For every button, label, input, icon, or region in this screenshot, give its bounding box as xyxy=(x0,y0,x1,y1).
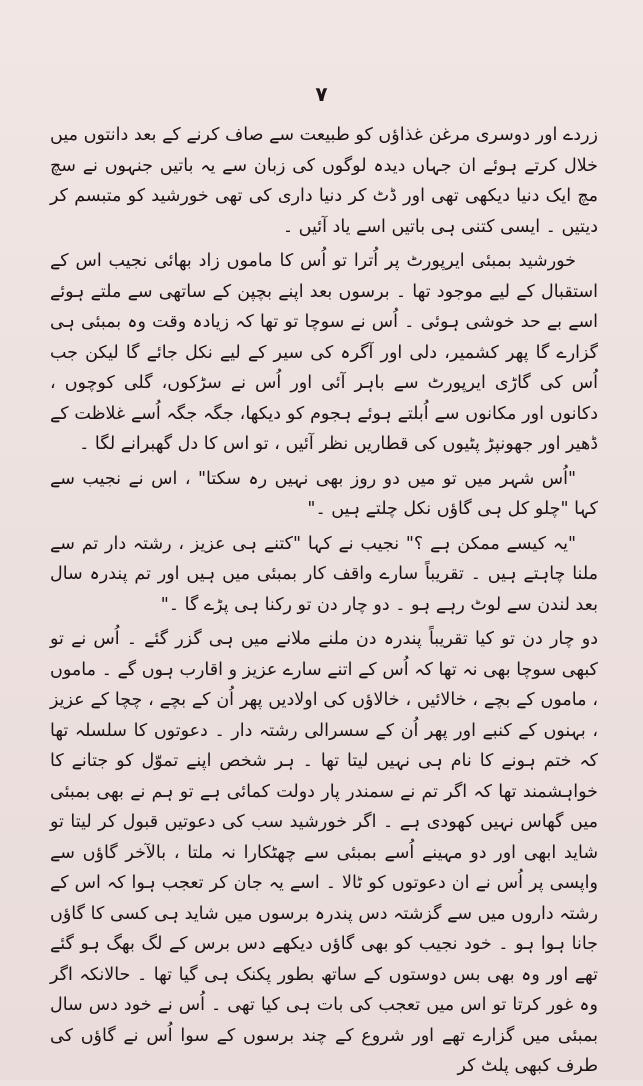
paragraph: دو چار دن تو کیا تقریباً پندرہ دن ملنے ملانے میں ہی گزر گئے ۔ اُس نے تو کبھی سوچا بھی نہ تھا کہ اُس کے اتنے سارے عزیز و اقارب ہوں گے ۔ ماموں ، ماموں کے بچے ، خالائیں ، خالاؤں کی اولادیں پھر اُن کے بچے ، چچا کے عزیز ، بہنوں کے کنبے اور پھر اُن کے سسرالی رشتہ دار ۔ دعوتوں کا سلسلہ تھا کہ ختم ہونے کا نام ہی نہیں لیتا تھا ۔ ہر شخص اپنے تموّل کو جتانے کا خواہشمند تھا کہ اگر تم نے سمندر پار دولت کمائی ہے تو ہم نے بھی بمبئی میں گھاس نہیں کھودی ہے ۔ اگر خورشید سب کی دعوتیں قبول کر لیتا تو شاید ابھی اور دو مہینے اُسے بمبئی سے چھٹکارا نہ ملتا ، بالآخر گاؤں سے واپسی پر اُس نے ان دعوتوں کو ٹالا ۔ اسے یہ جان کر تعجب ہوا کہ اس کے رشتہ داروں میں سے گزشتہ دس پندرہ برسوں میں شاید ہی کسی کا گاؤں جانا ہوا ہو ۔ خود نجیب کو بھی گاؤں دیکھے دس برس کے لگ بھگ ہو گئے تھے اور وہ بھی بس دوستوں کے ساتھ بطور پکنک ہی گیا تھا ۔ حالانکہ اگر وہ غور کرتا تو اس میں تعجب کی بات ہی کیا تھی ۔ اُس نے خود دس سال بمبئی میں گزارے تھے اور شروع کے چند برسوں کے سوا اُس نے گاؤں کی طرف کبھی پلٹ کر xyxy=(50,629,598,1076)
paragraph: "اُس شہر میں تو میں دو روز بھی نہیں رہ سکتا" ، اس نے نجیب سے کہا "چلو کل ہی گاؤں نکل چلتے ہیں ۔" xyxy=(50,468,598,519)
paragraph: خورشید بمبئی ایرپورٹ پر اُترا تو اُس کا ماموں زاد بھائی نجیب اس کے استقبال کے لیے موجود تھا ۔ برسوں بعد اپنے بچپن کے ساتھی سے ملتے ہوئے اسے بے حد خوشی ہوئی ۔ اُس نے سوچا تو تھا کہ زیادہ وقت وہ بمبئی ہی گزارے گا پھر کشمیر، دلی اور آگرہ کی سیر کے لیے نکل جائے گا لیکن جب اُس کی گاڑی ایرپورٹ سے باہر آئی اور اُس نے سڑکوں، گلی کوچوں ، دکانوں اور مکانوں سے اُبلتے ہوئے ہجوم کو دیکھا، جگہ جگہ اُسے غلاظت کے ڈھیر اور جھونپڑ پٹیوں کی قطاریں نظر آئیں ، تو اس کا دل گھبرانے لگا ۔ xyxy=(50,251,598,454)
body-text xyxy=(50,120,598,1086)
paragraph: زردے اور دوسری مرغن غذاؤں کو طبیعت سے صاف کرنے کے بعد دانتوں میں خلال کرتے ہوئے ان جہاں دیدہ لوگوں کی زبان سے یہ باتیں جنہوں نے سچ مچ ایک دنیا دیکھی تھی اور ڈٹ کر دنیا داری کی تھی خورشید کو متبسم کر دیتیں ۔ ایسی کتنی ہی باتیں اسے یاد آئیں ۔ xyxy=(50,125,598,237)
page-number: ۷ xyxy=(315,82,328,106)
paragraph: "یہ کیسے ممکن ہے ؟" نجیب نے کہا "کتنے ہی عزیز ، رشتہ دار تم سے ملنا چاہتے ہیں ۔ تقریباً سارے واقف کار بمبئی میں ہیں اور تم پندرہ سال بعد لندن سے لوٹ رہے ہو ۔ دو چار دن تو رکنا ہی پڑے گا ۔" xyxy=(50,533,598,615)
